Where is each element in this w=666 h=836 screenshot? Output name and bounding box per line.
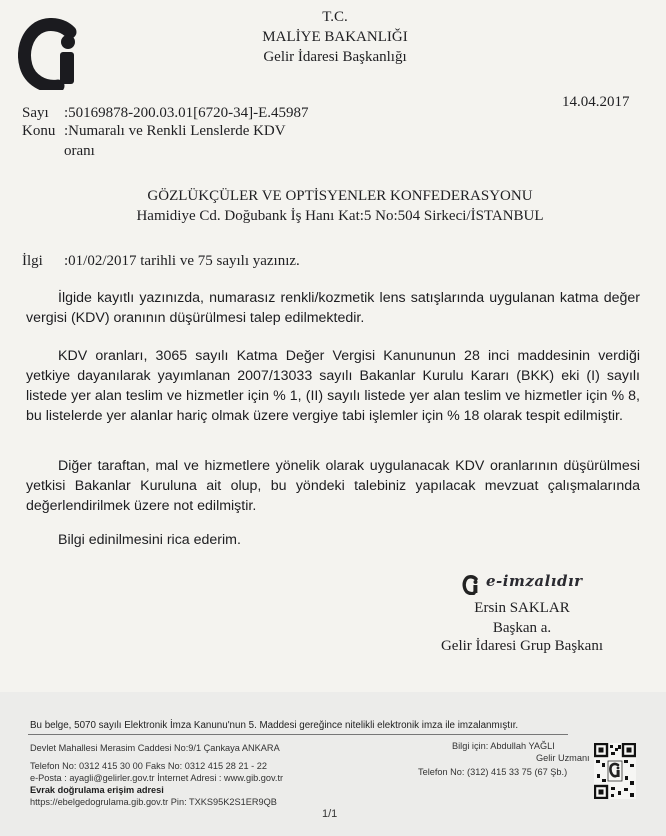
esign-label: e-imzalıdır <box>486 572 583 590</box>
page-number: 1/1 <box>322 808 338 820</box>
esign-logo-icon <box>462 575 480 595</box>
header-department: Gelir İdaresi Başkanlığı <box>263 49 407 65</box>
esign-notice: Bu belge, 5070 sayılı Elektronik İmza Kanunu'nun 5. Maddesi gereğince nitelikli elektronik imza ile imzalanmıştır. <box>30 720 519 731</box>
recipient-name: GÖZLÜKÇÜLER VE OPTİSYENLER KONFEDERASYONU <box>147 188 533 204</box>
sayi-label: Sayı <box>22 105 49 121</box>
paragraph-2-text: KDV oranları, 3065 sayılı Katma Değer Vergisi Kanununun 28 inci maddesinin verdiği yetkiye dayanılarak yayımlanan 2007/13033 sayılı Bakanlar Kurulu Kararı (BKK) eki (I) sayılı listede yer alan teslim ve hizmetler için % 1, (II) sayılı listede yer alan teslim ve hizmetler için % 8, bu listelerde yer alanlar hariç olmak üzere vergiye tabi işlemler için % 18 olarak tespit edilmiştir. <box>26 348 640 424</box>
header-ministry: MALİYE BAKANLIĞI <box>262 29 408 45</box>
sayi-row <box>22 104 309 122</box>
header-tc: T.C. <box>322 9 348 25</box>
paragraph-4 <box>26 530 640 550</box>
qr-code-icon <box>594 743 636 799</box>
gib-logo-icon <box>18 18 84 90</box>
paragraph-1 <box>26 288 640 328</box>
paragraph-4-text: Bilgi edinilmesini rica ederim. <box>58 532 241 548</box>
paragraph-2 <box>26 346 640 426</box>
ilgi-value: :01/02/2017 tarihli ve 75 sayılı yazınız. <box>64 253 300 269</box>
document-date: 14.04.2017 <box>562 94 630 110</box>
footer-divider <box>28 734 568 735</box>
paragraph-3 <box>26 456 640 516</box>
konu-row <box>22 122 286 140</box>
signer-title-2: Gelir İdaresi Grup Başkanı <box>440 638 604 654</box>
sayi-value: :50169878-200.03.01[6720-34]-E.45987 <box>64 105 309 121</box>
issuer-header <box>200 7 470 67</box>
recipient-address: Hamidiye Cd. Doğubank İş Hanı Kat:5 No:504 Sirkeci/İSTANBUL <box>136 208 544 224</box>
signer-title-1: Başkan a. <box>492 620 552 636</box>
ilgi-label: İlgi <box>22 253 43 269</box>
paragraph-3-text: Diğer taraftan, mal ve hizmetlere yönelik olarak uygulanacak KDV oranlarının düşürülmesi yetkisi Bakanlar Kuruluna ait olup, bu yöndeki talebiniz yapılacak mevzuat çalışmalarında değerlendirilmek üzere not edilmiştir. <box>26 458 640 514</box>
ilgi-row <box>22 253 300 270</box>
signer-name: Ersin SAKLAR <box>474 600 570 616</box>
paragraph-1-text: İlgide kayıtlı yazınızda, numarasız renkli/kozmetik lens satışlarında uygulanan katma değer vergisi (KDV) oranının düşürülmesi talep edilmektedir. <box>26 290 640 326</box>
verify-label: Evrak doğrulama erişim adresi <box>30 785 164 795</box>
konu-value-cont: oranı <box>64 143 95 159</box>
verify-url[interactable]: https://ebelgedogrulama.gib.gov.tr Pin: TXKS95K2S1ER9QB <box>30 797 277 807</box>
info-phone: Telefon No: (312) 415 33 75 (67 Şb.) <box>418 767 568 777</box>
recipient-block <box>130 186 550 226</box>
info-contact: Bilgi için: Abdullah YAĞLI <box>452 741 555 751</box>
footer-phone-fax: Telefon No: 0312 415 30 00 Faks No: 0312 415 28 21 - 22 <box>30 761 268 771</box>
footer-address: Devlet Mahallesi Merasim Caddesi No:9/1 Çankaya ANKARA <box>30 743 280 753</box>
info-title: Gelir Uzmanı <box>536 753 590 763</box>
konu-label: Konu <box>22 123 56 139</box>
footer-email-web: e-Posta : ayagli@gelirler.gov.tr İnternet Adresi : www.gib.gov.tr <box>30 773 284 783</box>
konu-value: :Numaralı ve Renkli Lenslerde KDV <box>64 123 286 139</box>
